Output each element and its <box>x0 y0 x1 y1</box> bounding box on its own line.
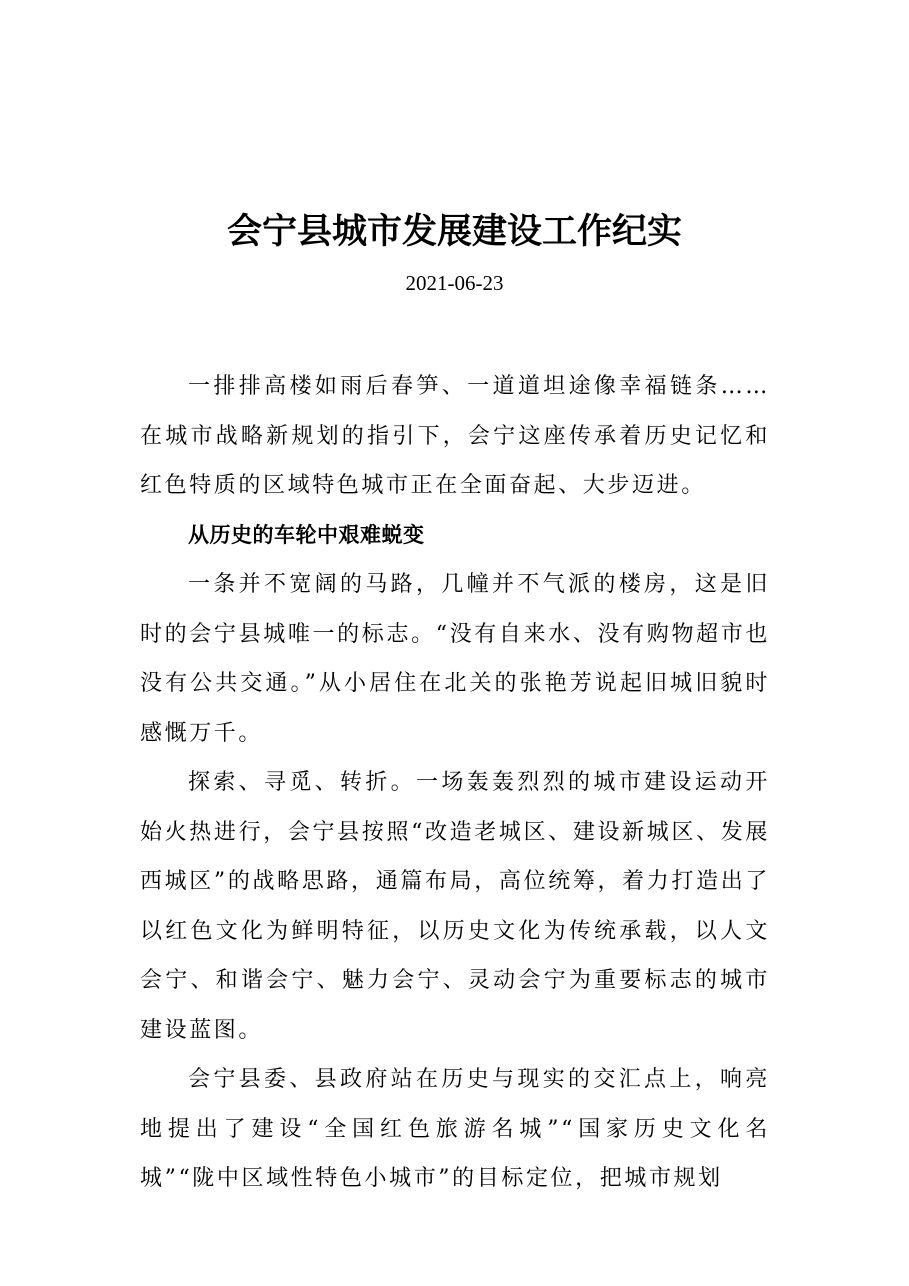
paragraph-goals: 会宁县委、县政府站在历史与现实的交汇点上，响亮地提出了建设“全国红色旅游名城”“国家历史文化名城”“陇中区域性特色小城市”的目标定位，把城市规划 <box>140 1067 770 1191</box>
paragraph-intro: 一排排高楼如雨后春笋、一道道坦途像幸福链条……在城市战略新规划的指引下，会宁这座传承着历史记忆和红色特质的区域特色城市正在全面奋起、大步迈进。 <box>140 374 770 498</box>
article-body <box>140 362 770 1204</box>
paragraph-strategy: 探索、寻觅、转折。一场轰轰烈烈的城市建设运动开始火热进行，会宁县按照“改造老城区、建设新城区、发展西城区”的战略思路，通篇布局，高位统筹，着力打造出了以红色文化为鲜明特征，以历史文化为传统承载，以人文会宁、和谐会宁、魅力会宁、灵动会宁为重要标志的城市建设蓝图。 <box>140 770 770 1043</box>
publish-date: 2021-06-23 <box>405 271 504 295</box>
paragraph-old-town: 一条并不宽阔的马路，几幢并不气派的楼房，这是旧时的会宁县城唯一的标志。“没有自来水、没有购物超市也没有公共交通。”从小居住在北关的张艳芳说起旧城旧貌时感慨万千。 <box>140 572 770 746</box>
section-heading: 从历史的车轮中艰难蜕变 <box>188 522 425 547</box>
page-title: 会宁县城市发展建设工作纪实 <box>226 211 682 252</box>
